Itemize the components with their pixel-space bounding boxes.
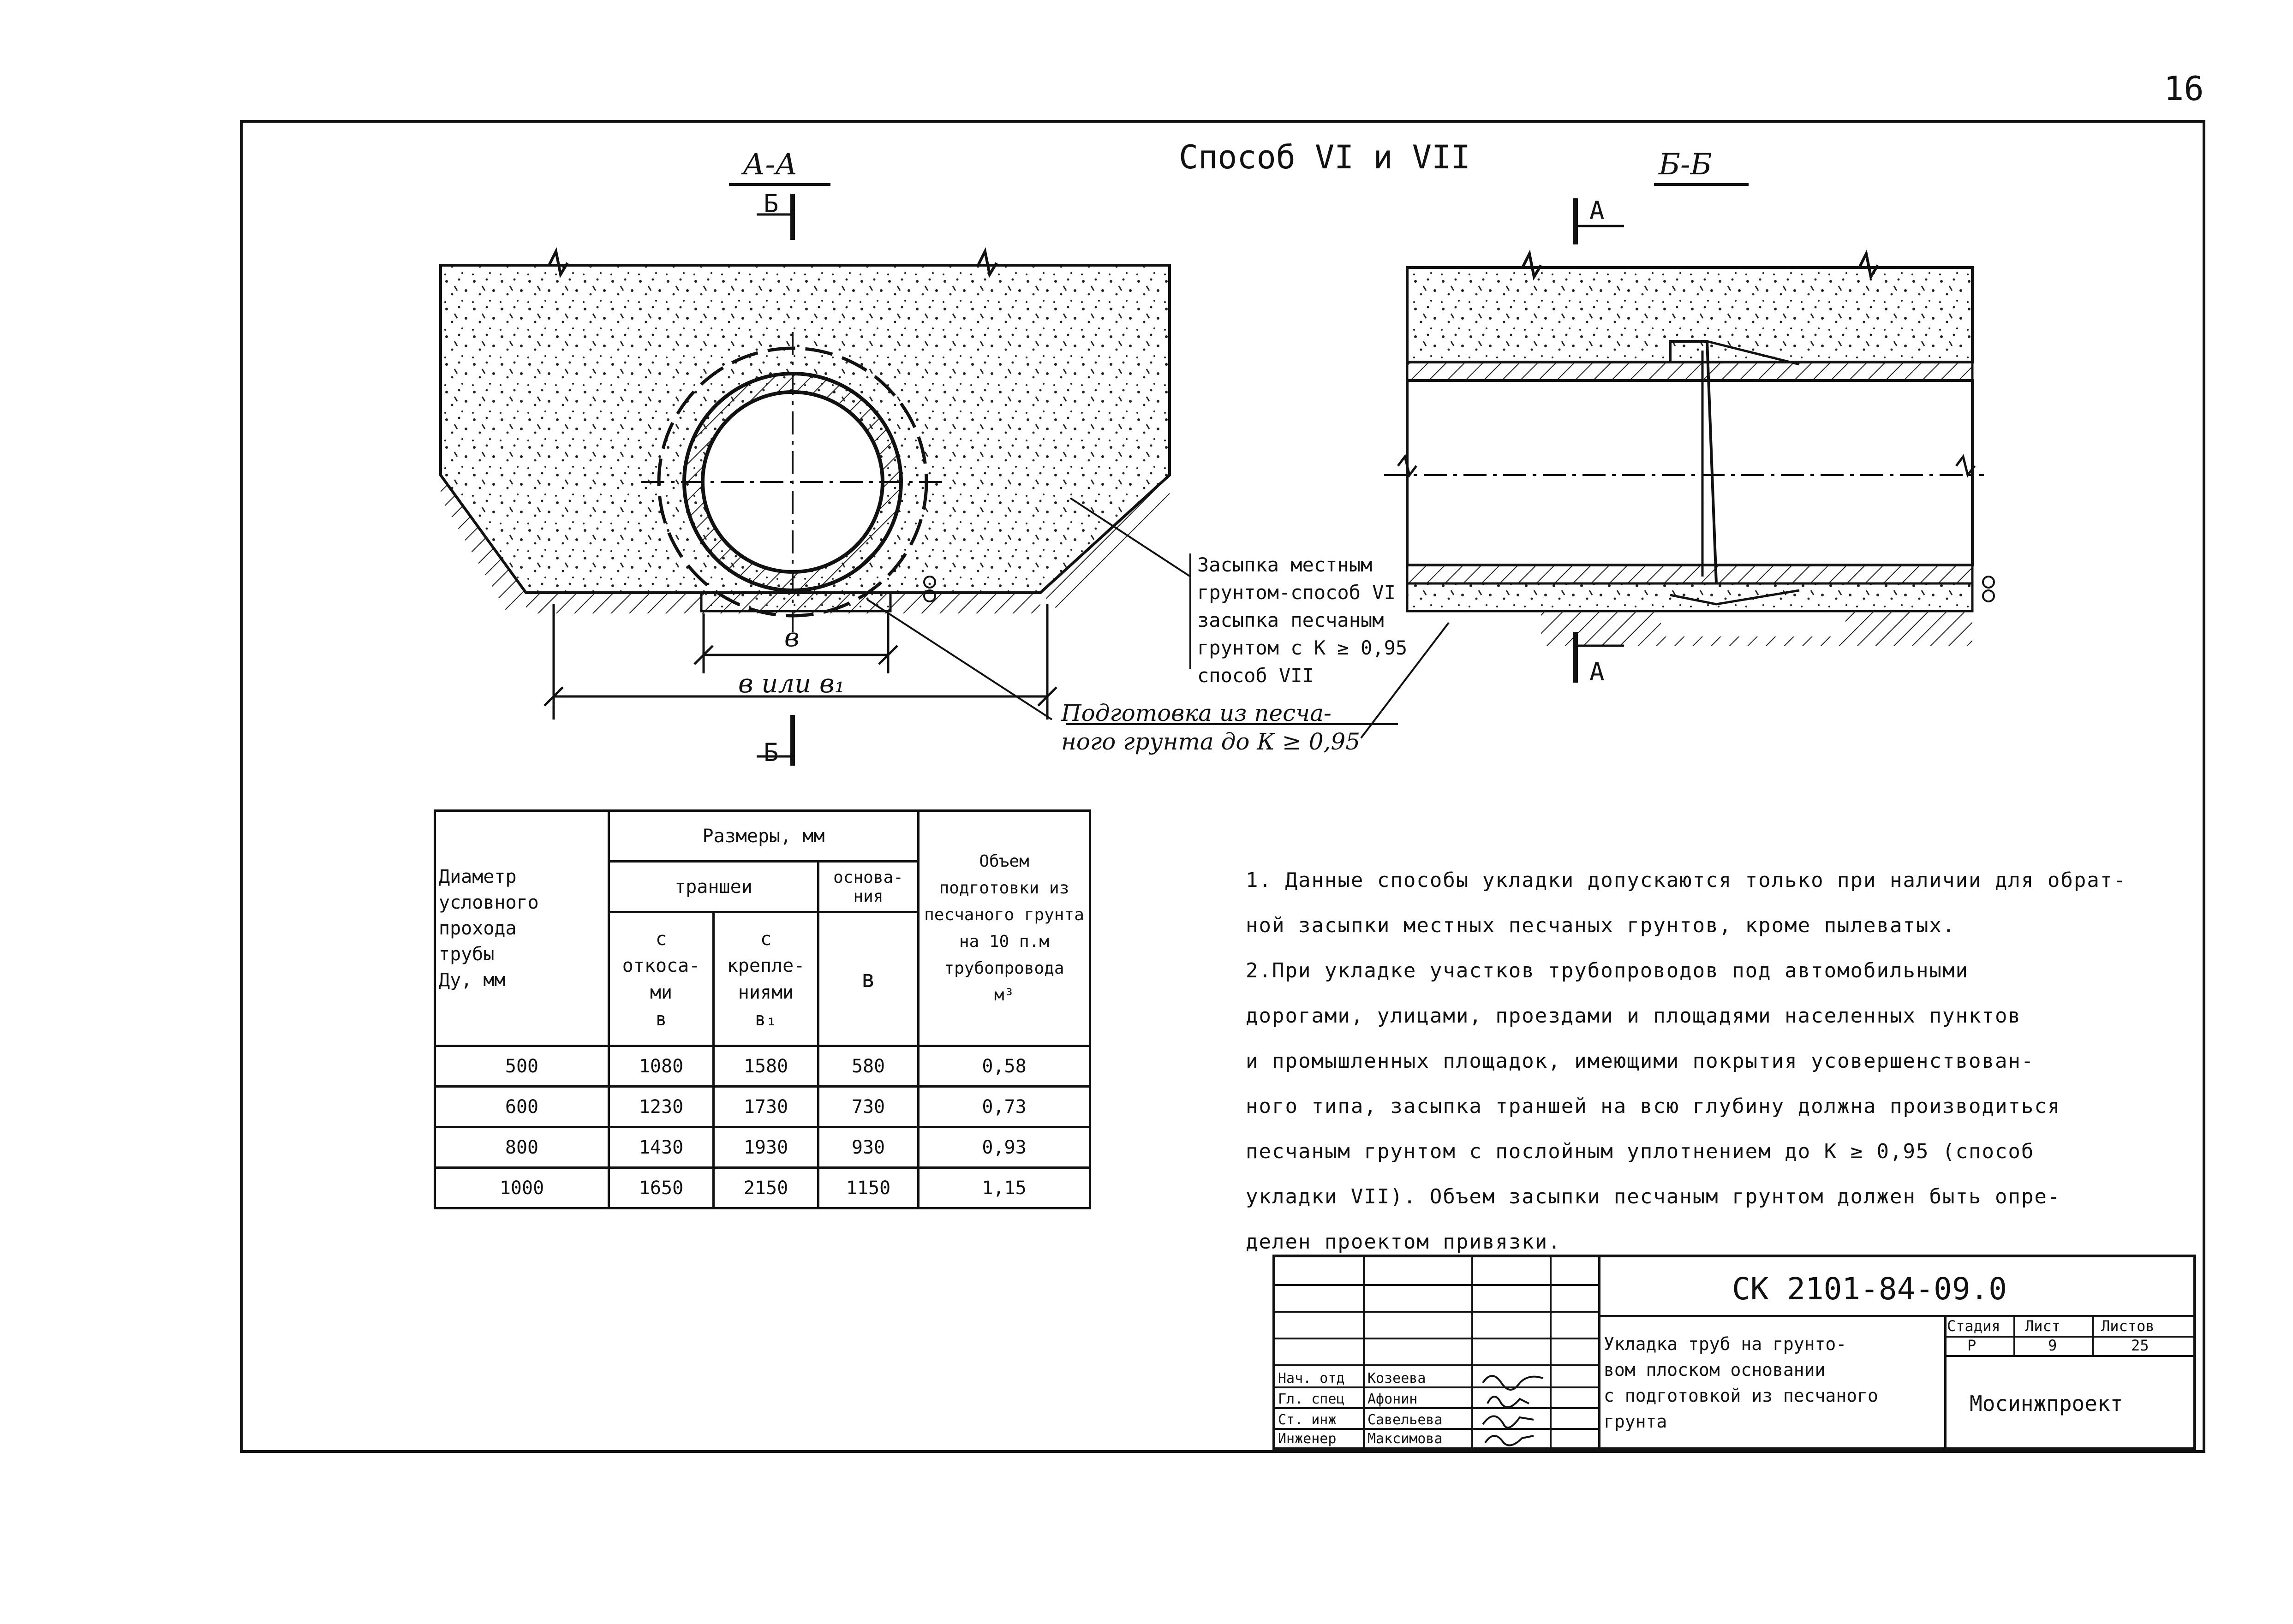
cell-base: 730 bbox=[818, 1087, 919, 1127]
staff-role: Нач. отд bbox=[1278, 1370, 1345, 1386]
header-shoring-line: с bbox=[760, 928, 772, 950]
backfill-line: способ VII bbox=[1197, 664, 1314, 687]
note-line: песчаным грунтом с послойным уплотнением до К ≥ 0,95 (способ bbox=[1246, 1140, 2035, 1163]
header-slope-line: в bbox=[655, 1008, 667, 1030]
header-slope bbox=[609, 912, 714, 1046]
header-diameter-line: Диаметр bbox=[439, 866, 517, 887]
section-aa-cut-top: Б bbox=[764, 189, 779, 218]
section-bb-cut-bottom: А bbox=[1589, 657, 1605, 686]
bb-bedding bbox=[1407, 583, 1972, 611]
backfill-line: грунтом-способ VI bbox=[1197, 581, 1396, 604]
header-slope-line: с bbox=[655, 928, 667, 950]
header-shoring-line: в₁ bbox=[754, 1008, 777, 1030]
header-base-b: в bbox=[818, 912, 919, 1046]
staff-role: Ст. инж bbox=[1278, 1412, 1337, 1428]
note-line: 2.При укладке участков трубопроводов под автомобильными bbox=[1246, 959, 1969, 982]
stage-value: Р bbox=[1967, 1337, 1977, 1354]
cell-slope: 1230 bbox=[609, 1087, 714, 1127]
header-shoring-line: крепле- bbox=[727, 955, 805, 976]
bedding-line: ного грунта до К ≥ 0,95 bbox=[1061, 728, 1361, 755]
sheet-label: Лист bbox=[2025, 1317, 2061, 1335]
header-diameter-line: прохода bbox=[439, 917, 517, 939]
table-row bbox=[435, 1046, 1090, 1087]
cell-shoring: 2150 bbox=[714, 1168, 818, 1208]
staff-name: Козеева bbox=[1367, 1370, 1426, 1386]
section-bb bbox=[1384, 184, 1994, 683]
sheets-label: Листов bbox=[2101, 1317, 2155, 1335]
cell-volume: 0,93 bbox=[919, 1127, 1090, 1168]
cell-shoring: 1730 bbox=[714, 1087, 818, 1127]
dim-b-or-b1-label: в или в₁ bbox=[738, 669, 845, 699]
sheet-value: 9 bbox=[2048, 1337, 2057, 1354]
signatures bbox=[1474, 1364, 1550, 1447]
cell-volume: 1,15 bbox=[919, 1168, 1090, 1208]
note-line: ного типа, засыпка траншей на всю глубину должна производиться bbox=[1246, 1095, 2061, 1118]
section-bb-title: Б-Б bbox=[1659, 148, 1712, 182]
section-bb-cut-top: А bbox=[1589, 196, 1605, 225]
header-diameter-line: Ду, мм bbox=[439, 969, 506, 991]
notes bbox=[1246, 858, 2168, 1265]
drawing-title-line: грунта bbox=[1604, 1411, 1667, 1432]
header-diameter-line: условного bbox=[439, 892, 539, 913]
drawing-title-line: с подготовкой из песчаного bbox=[1604, 1386, 1878, 1406]
table-row bbox=[435, 1087, 1090, 1127]
backfill-line: засыпка песчаным bbox=[1197, 609, 1384, 631]
header-sizes: Размеры, мм bbox=[609, 811, 919, 862]
header-volume-line: м³ bbox=[994, 985, 1015, 1005]
method-title: Способ VI и VII bbox=[1179, 138, 1471, 176]
organization: Мосинжпроект bbox=[1970, 1391, 2123, 1416]
cell-slope: 1430 bbox=[609, 1127, 714, 1168]
note-line: делен проектом привязки. bbox=[1246, 1230, 1561, 1254]
bb-ground-hatch bbox=[1541, 611, 1972, 646]
bb-pipe-bottom-wall bbox=[1407, 565, 1972, 583]
cell-base: 580 bbox=[818, 1046, 919, 1087]
backfill-line: грунтом с К ≥ 0,95 bbox=[1197, 637, 1408, 659]
bedding-line: Подготовка из песча- bbox=[1061, 700, 1332, 726]
cell-slope: 1080 bbox=[609, 1046, 714, 1087]
staff-role: Инженер bbox=[1278, 1431, 1337, 1447]
cell-base: 1150 bbox=[818, 1168, 919, 1208]
note-line: ной засыпки местных песчаных грунтов, кроме пылеватых. bbox=[1246, 914, 1956, 937]
note-line: дорогами, улицами, проездами и площадями населенных пунктов bbox=[1246, 1004, 2021, 1028]
header-trench: траншеи bbox=[609, 862, 818, 912]
table-row bbox=[435, 1127, 1090, 1168]
cell-base: 930 bbox=[818, 1127, 919, 1168]
section-aa-title: А-А bbox=[743, 148, 798, 182]
drawing-title-line: вом плоском основании bbox=[1604, 1360, 1826, 1380]
bb-pipe-body bbox=[1407, 381, 1972, 565]
cell-diameter: 1000 bbox=[435, 1168, 609, 1208]
header-diameter-line: трубы bbox=[439, 943, 495, 965]
bb-backfill bbox=[1407, 268, 1972, 362]
header-shoring-line: ниями bbox=[738, 982, 794, 1003]
cell-diameter: 800 bbox=[435, 1127, 609, 1168]
sheets-value: 25 bbox=[2131, 1337, 2149, 1354]
header-diameter bbox=[435, 811, 609, 1046]
staff-name: Афонин bbox=[1367, 1391, 1418, 1407]
header-slope-line: ми bbox=[650, 982, 673, 1003]
backfill-line: Засыпка местным bbox=[1197, 553, 1373, 576]
note-line: и промышленных площадок, имеющими покрытия усовершенствован- bbox=[1246, 1049, 2035, 1073]
drawing-title-line: Укладка труб на грунто- bbox=[1604, 1334, 1847, 1354]
header-slope-line: откоса- bbox=[622, 955, 700, 976]
dimensions-table bbox=[434, 809, 1091, 1209]
cell-diameter: 600 bbox=[435, 1087, 609, 1127]
note-line: укладки VII). Объем засыпки песчаным грунтом должен быть опре- bbox=[1246, 1185, 2061, 1208]
cell-volume: 0,73 bbox=[919, 1087, 1090, 1127]
backfill-callout bbox=[1197, 551, 1407, 690]
cell-volume: 0,58 bbox=[919, 1046, 1090, 1087]
cell-shoring: 1930 bbox=[714, 1127, 818, 1168]
header-base: основа-ния bbox=[818, 862, 919, 912]
header-volume-line: песчаного грунта bbox=[924, 905, 1084, 924]
header-shoring bbox=[714, 912, 818, 1046]
table-row bbox=[435, 1168, 1090, 1208]
header-volume-line: подготовки из bbox=[939, 878, 1069, 898]
cell-shoring: 1580 bbox=[714, 1046, 818, 1087]
doc-code: СК 2101-84-09.0 bbox=[1732, 1271, 2007, 1307]
dim-b-label: в bbox=[784, 623, 800, 653]
staff-name: Савельева bbox=[1367, 1412, 1443, 1428]
staff-role: Гл. спец bbox=[1278, 1391, 1345, 1407]
bedding-callout bbox=[1061, 699, 1360, 756]
title-block bbox=[1272, 1255, 2196, 1450]
note-line: 1. Данные способы укладки допускаются только при наличии для обрат- bbox=[1246, 869, 2126, 892]
staff-name: Максимова bbox=[1367, 1431, 1443, 1447]
header-volume-line: на 10 п.м bbox=[959, 932, 1050, 951]
bb-pipe-top-wall bbox=[1407, 362, 1972, 381]
page-number: 16 bbox=[2164, 69, 2204, 108]
header-volume-line: трубопровода bbox=[944, 958, 1064, 978]
header-volume bbox=[919, 811, 1090, 1046]
section-aa-cut-bottom: Б bbox=[764, 738, 779, 767]
cell-diameter: 500 bbox=[435, 1046, 609, 1087]
drawing-title bbox=[1604, 1331, 1878, 1434]
cell-slope: 1650 bbox=[609, 1168, 714, 1208]
stage-label: Стадия bbox=[1947, 1317, 2000, 1335]
header-volume-line: Объем bbox=[979, 851, 1029, 871]
